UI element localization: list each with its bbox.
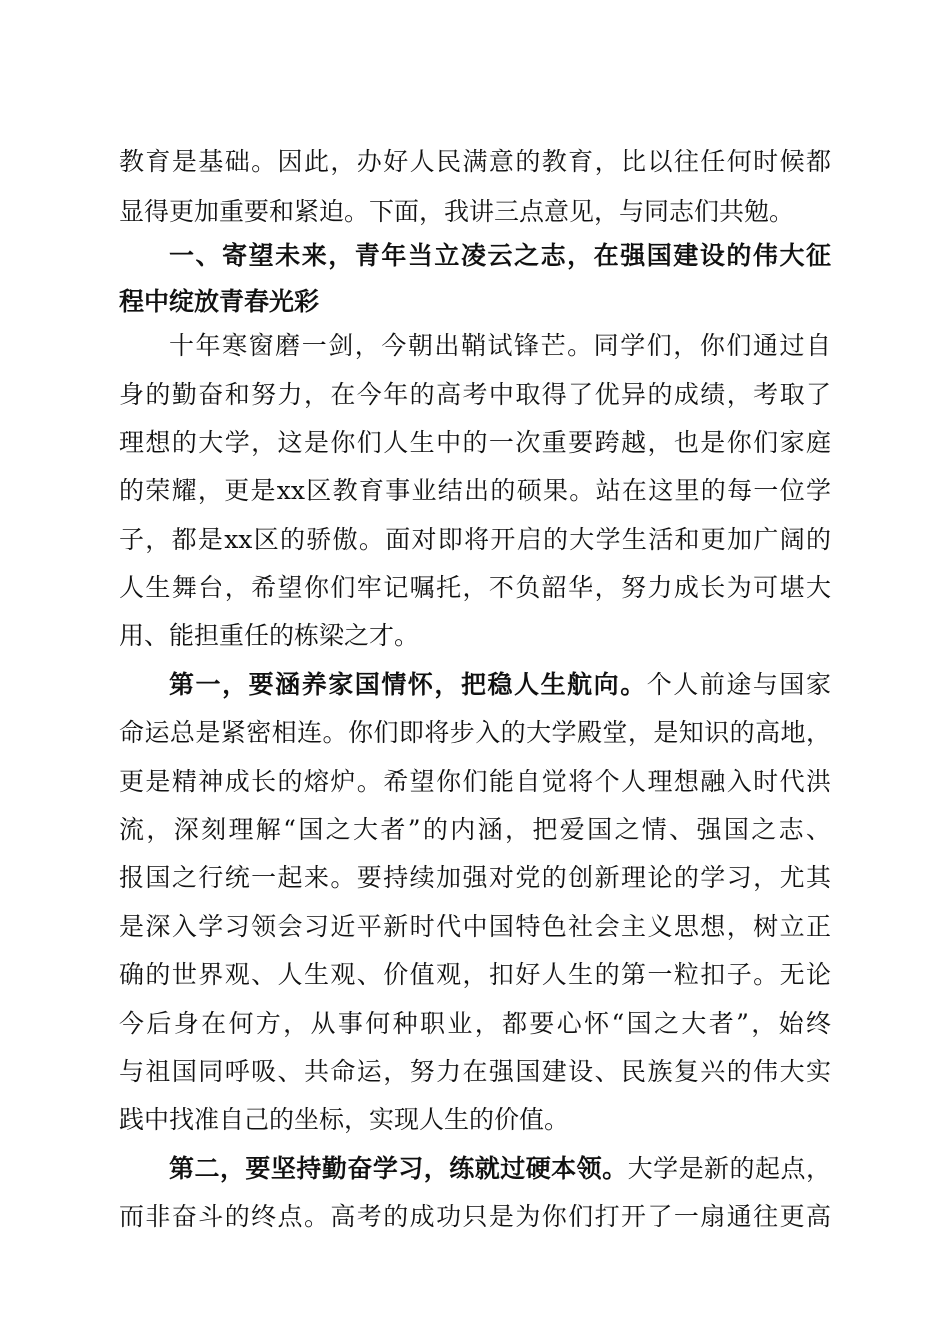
para3-lead-rest: 大学是新的起点， [627, 1154, 831, 1183]
section-heading-line-1: 一、寄望未来，青年当立凌云之志，在强国建设的伟大征 [169, 241, 831, 270]
para1-line-7: 用、能担重任的栋梁之才。 [119, 621, 420, 650]
para2-line-9: 与祖国同呼吸、共命运，努力在强国建设、民族复兴的伟大实 [119, 1057, 831, 1086]
para1-line-6: 人生舞台，希望你们牢记嘱托，不负韶华，努力成长为可堪大 [119, 573, 831, 602]
para3-line-2: 而非奋斗的终点。高考的成功只是为你们打开了一扇通往更高 [119, 1202, 831, 1231]
para2-lead-bold: 第一，要涵养家国情怀，把稳人生航向。 [169, 670, 647, 699]
para3-line-1 [169, 1149, 831, 1189]
para2-line-7: 确的世界观、人生观、价值观，扣好人生的第一粒扣子。无论 [119, 960, 831, 989]
section-heading-line-2: 程中绽放青春光彩 [119, 287, 320, 316]
para3-lead-bold: 第二，要坚持勤奋学习，练就过硬本领。 [169, 1154, 628, 1183]
para2-lead-rest: 个人前途与国家 [646, 670, 831, 699]
para1-line-5: 子，都是xx区的骄傲。面对即将开启的大学生活和更加广阔的 [119, 525, 831, 554]
para1-line-2: 身的勤奋和努力，在今年的高考中取得了优异的成绩，考取了 [119, 380, 831, 409]
para2-line-2: 命运总是紧密相连。你们即将步入的大学殿堂，是知识的高地， [119, 718, 831, 747]
intro-line-1: 教育是基础。因此，办好人民满意的教育，比以往任何时候都 [119, 147, 831, 176]
para2-line-3: 更是精神成长的熔炉。希望你们能自觉将个人理想融入时代洪 [119, 767, 831, 796]
para2-line-4: 流，深刻理解“国之大者”的内涵，把爱国之情、强国之志、 [119, 815, 831, 844]
para2-line-6: 是深入学习领会习近平新时代中国特色社会主义思想，树立正 [119, 912, 831, 941]
intro-line-2: 显得更加重要和紧迫。下面，我讲三点意见，与同志们共勉。 [119, 197, 795, 226]
para2-line-1 [169, 665, 831, 705]
para1-line-4: 的荣耀，更是xx区教育事业结出的硕果。站在这里的每一位学 [119, 476, 831, 505]
para1-line-1: 十年寒窗磨一剑，今朝出鞘试锋芒。同学们，你们通过自 [169, 331, 831, 360]
para2-line-5: 报国之行统一起来。要持续加强对党的创新理论的学习，尤其 [119, 863, 831, 892]
para2-line-10: 践中找准自己的坐标，实现人生的价值。 [119, 1105, 570, 1134]
para1-line-3: 理想的大学，这是你们人生中的一次重要跨越，也是你们家庭 [119, 428, 831, 457]
para2-line-8: 今后身在何方，从事何种职业，都要心怀“国之大者”，始终 [119, 1009, 831, 1038]
